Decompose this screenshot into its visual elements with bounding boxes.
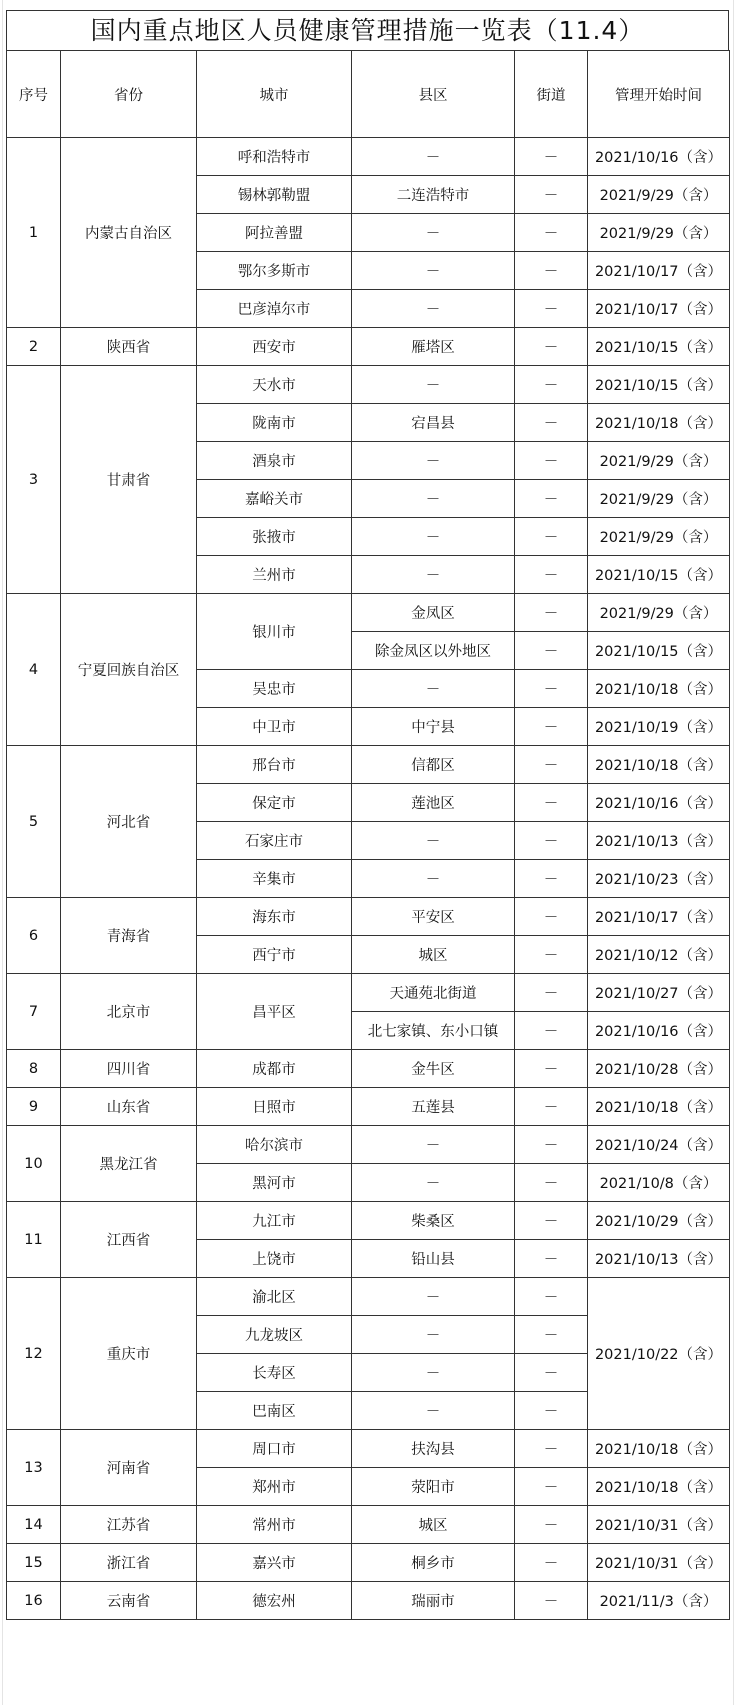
- table-row: [7, 1278, 730, 1316]
- start-date-cell: 2021/10/18（含）: [588, 746, 730, 784]
- city-cell: 吴忠市: [197, 670, 352, 708]
- province-cell: 甘肃省: [61, 366, 197, 594]
- start-date-cell: 2021/10/23（含）: [588, 860, 730, 898]
- start-date-cell: 2021/9/29（含）: [588, 176, 730, 214]
- street-cell: －: [515, 1430, 588, 1468]
- row-number: 14: [7, 1506, 61, 1544]
- start-date-cell: 2021/10/17（含）: [588, 290, 730, 328]
- district-cell: －: [352, 1164, 515, 1202]
- district-cell: 铅山县: [352, 1240, 515, 1278]
- spreadsheet: [6, 10, 729, 1620]
- city-cell: 周口市: [197, 1430, 352, 1468]
- start-date-cell: 2021/9/29（含）: [588, 480, 730, 518]
- header-start-date: 管理开始时间: [588, 51, 730, 138]
- city-cell: 酒泉市: [197, 442, 352, 480]
- province-cell: 宁夏回族自治区: [61, 594, 197, 746]
- district-cell: 桐乡市: [352, 1544, 515, 1582]
- row-number: 11: [7, 1202, 61, 1278]
- start-date-cell: 2021/10/22（含）: [588, 1278, 730, 1430]
- start-date-cell: 2021/10/13（含）: [588, 1240, 730, 1278]
- street-cell: －: [515, 936, 588, 974]
- province-cell: 山东省: [61, 1088, 197, 1126]
- start-date-cell: 2021/10/15（含）: [588, 328, 730, 366]
- city-cell: 兰州市: [197, 556, 352, 594]
- district-cell: 宕昌县: [352, 404, 515, 442]
- district-cell: 天通苑北街道: [352, 974, 515, 1012]
- start-date-cell: 2021/10/18（含）: [588, 404, 730, 442]
- street-cell: －: [515, 1012, 588, 1050]
- district-cell: －: [352, 366, 515, 404]
- street-cell: －: [515, 138, 588, 176]
- province-cell: 内蒙古自治区: [61, 138, 197, 328]
- row-number: 1: [7, 138, 61, 328]
- table-row: [7, 1430, 730, 1468]
- row-number: 10: [7, 1126, 61, 1202]
- street-cell: －: [515, 1164, 588, 1202]
- row-number: 5: [7, 746, 61, 898]
- district-cell: 金凤区: [352, 594, 515, 632]
- row-number: 4: [7, 594, 61, 746]
- header-no: 序号: [7, 51, 61, 138]
- row-number: 8: [7, 1050, 61, 1088]
- header-district: 县区: [352, 51, 515, 138]
- street-cell: －: [515, 214, 588, 252]
- province-cell: 江苏省: [61, 1506, 197, 1544]
- district-cell: 瑞丽市: [352, 1582, 515, 1620]
- city-cell: 郑州市: [197, 1468, 352, 1506]
- start-date-cell: 2021/9/29（含）: [588, 594, 730, 632]
- district-cell: －: [352, 518, 515, 556]
- city-cell: 张掖市: [197, 518, 352, 556]
- city-cell: 银川市: [197, 594, 352, 670]
- start-date-cell: 2021/10/16（含）: [588, 138, 730, 176]
- table-row: [7, 1088, 730, 1126]
- street-cell: －: [515, 860, 588, 898]
- row-number: 16: [7, 1582, 61, 1620]
- row-number: 12: [7, 1278, 61, 1430]
- district-cell: 信都区: [352, 746, 515, 784]
- start-date-cell: 2021/9/29（含）: [588, 518, 730, 556]
- start-date-cell: 2021/10/17（含）: [588, 898, 730, 936]
- city-cell: 常州市: [197, 1506, 352, 1544]
- district-cell: －: [352, 442, 515, 480]
- start-date-cell: 2021/9/29（含）: [588, 442, 730, 480]
- header-city: 城市: [197, 51, 352, 138]
- street-cell: －: [515, 480, 588, 518]
- street-cell: －: [515, 1354, 588, 1392]
- start-date-cell: 2021/10/13（含）: [588, 822, 730, 860]
- start-date-cell: 2021/10/8（含）: [588, 1164, 730, 1202]
- city-cell: 保定市: [197, 784, 352, 822]
- table-row: [7, 1582, 730, 1620]
- province-cell: 河南省: [61, 1430, 197, 1506]
- start-date-cell: 2021/10/17（含）: [588, 252, 730, 290]
- street-cell: －: [515, 708, 588, 746]
- row-number: 2: [7, 328, 61, 366]
- city-cell: 海东市: [197, 898, 352, 936]
- city-cell: 嘉兴市: [197, 1544, 352, 1582]
- city-cell: 嘉峪关市: [197, 480, 352, 518]
- start-date-cell: 2021/10/15（含）: [588, 556, 730, 594]
- table-row: [7, 1050, 730, 1088]
- row-number: 7: [7, 974, 61, 1050]
- district-cell: －: [352, 822, 515, 860]
- street-cell: －: [515, 670, 588, 708]
- district-cell: －: [352, 1392, 515, 1430]
- measures-table: [6, 50, 730, 1620]
- city-cell: 巴彦淖尔市: [197, 290, 352, 328]
- city-cell: 呼和浩特市: [197, 138, 352, 176]
- district-cell: 金牛区: [352, 1050, 515, 1088]
- city-cell: 日照市: [197, 1088, 352, 1126]
- district-cell: 北七家镇、东小口镇: [352, 1012, 515, 1050]
- street-cell: －: [515, 1126, 588, 1164]
- province-cell: 云南省: [61, 1582, 197, 1620]
- district-cell: 平安区: [352, 898, 515, 936]
- start-date-cell: 2021/10/18（含）: [588, 1088, 730, 1126]
- district-cell: －: [352, 480, 515, 518]
- table-row: [7, 974, 730, 1012]
- city-cell: 锡林郭勒盟: [197, 176, 352, 214]
- street-cell: －: [515, 1506, 588, 1544]
- district-cell: 城区: [352, 1506, 515, 1544]
- district-cell: －: [352, 1316, 515, 1354]
- street-cell: －: [515, 746, 588, 784]
- start-date-cell: 2021/10/18（含）: [588, 670, 730, 708]
- street-cell: －: [515, 518, 588, 556]
- district-cell: 二连浩特市: [352, 176, 515, 214]
- city-cell: 鄂尔多斯市: [197, 252, 352, 290]
- street-cell: －: [515, 1240, 588, 1278]
- table-row: [7, 1202, 730, 1240]
- district-cell: －: [352, 556, 515, 594]
- street-cell: －: [515, 974, 588, 1012]
- province-cell: 陕西省: [61, 328, 197, 366]
- start-date-cell: 2021/10/19（含）: [588, 708, 730, 746]
- district-cell: 扶沟县: [352, 1430, 515, 1468]
- street-cell: －: [515, 1392, 588, 1430]
- province-cell: 北京市: [61, 974, 197, 1050]
- start-date-cell: 2021/10/27（含）: [588, 974, 730, 1012]
- street-cell: －: [515, 404, 588, 442]
- street-cell: －: [515, 632, 588, 670]
- city-cell: 九龙坡区: [197, 1316, 352, 1354]
- table-row: [7, 898, 730, 936]
- street-cell: －: [515, 366, 588, 404]
- street-cell: －: [515, 1088, 588, 1126]
- street-cell: －: [515, 556, 588, 594]
- province-cell: 河北省: [61, 746, 197, 898]
- table-row: [7, 594, 730, 632]
- street-cell: －: [515, 784, 588, 822]
- street-cell: －: [515, 176, 588, 214]
- district-cell: －: [352, 290, 515, 328]
- street-cell: －: [515, 822, 588, 860]
- start-date-cell: 2021/10/15（含）: [588, 366, 730, 404]
- city-cell: 九江市: [197, 1202, 352, 1240]
- city-cell: 西宁市: [197, 936, 352, 974]
- district-cell: －: [352, 1126, 515, 1164]
- province-cell: 四川省: [61, 1050, 197, 1088]
- start-date-cell: 2021/10/31（含）: [588, 1506, 730, 1544]
- city-cell: 长寿区: [197, 1354, 352, 1392]
- start-date-cell: 2021/10/16（含）: [588, 784, 730, 822]
- row-number: 3: [7, 366, 61, 594]
- street-cell: －: [515, 1202, 588, 1240]
- start-date-cell: 2021/10/24（含）: [588, 1126, 730, 1164]
- city-cell: 上饶市: [197, 1240, 352, 1278]
- district-cell: －: [352, 1354, 515, 1392]
- start-date-cell: 2021/10/16（含）: [588, 1012, 730, 1050]
- street-cell: －: [515, 594, 588, 632]
- row-number: 9: [7, 1088, 61, 1126]
- city-cell: 西安市: [197, 328, 352, 366]
- start-date-cell: 2021/11/3（含）: [588, 1582, 730, 1620]
- street-cell: －: [515, 1050, 588, 1088]
- district-cell: 莲池区: [352, 784, 515, 822]
- start-date-cell: 2021/10/18（含）: [588, 1430, 730, 1468]
- city-cell: 阿拉善盟: [197, 214, 352, 252]
- start-date-cell: 2021/10/29（含）: [588, 1202, 730, 1240]
- district-cell: 除金凤区以外地区: [352, 632, 515, 670]
- city-cell: 德宏州: [197, 1582, 352, 1620]
- table-row: [7, 138, 730, 176]
- district-cell: －: [352, 670, 515, 708]
- city-cell: 邢台市: [197, 746, 352, 784]
- start-date-cell: 2021/10/12（含）: [588, 936, 730, 974]
- start-date-cell: 2021/10/18（含）: [588, 1468, 730, 1506]
- district-cell: 中宁县: [352, 708, 515, 746]
- table-row: [7, 328, 730, 366]
- district-cell: －: [352, 138, 515, 176]
- province-cell: 浙江省: [61, 1544, 197, 1582]
- start-date-cell: 2021/9/29（含）: [588, 214, 730, 252]
- city-cell: 石家庄市: [197, 822, 352, 860]
- district-cell: －: [352, 860, 515, 898]
- street-cell: －: [515, 442, 588, 480]
- street-cell: －: [515, 1544, 588, 1582]
- table-body: [7, 138, 730, 1620]
- province-cell: 青海省: [61, 898, 197, 974]
- city-cell: 渝北区: [197, 1278, 352, 1316]
- district-cell: 荥阳市: [352, 1468, 515, 1506]
- district-cell: 柴桑区: [352, 1202, 515, 1240]
- street-cell: －: [515, 1582, 588, 1620]
- city-cell: 昌平区: [197, 974, 352, 1050]
- header-street: 街道: [515, 51, 588, 138]
- street-cell: －: [515, 1316, 588, 1354]
- district-cell: －: [352, 214, 515, 252]
- street-cell: －: [515, 1468, 588, 1506]
- header-province: 省份: [61, 51, 197, 138]
- row-number: 6: [7, 898, 61, 974]
- city-cell: 天水市: [197, 366, 352, 404]
- city-cell: 中卫市: [197, 708, 352, 746]
- city-cell: 巴南区: [197, 1392, 352, 1430]
- city-cell: 成都市: [197, 1050, 352, 1088]
- province-cell: 江西省: [61, 1202, 197, 1278]
- province-cell: 黑龙江省: [61, 1126, 197, 1202]
- street-cell: －: [515, 328, 588, 366]
- header-row: [7, 51, 730, 138]
- row-number: 13: [7, 1430, 61, 1506]
- table-row: [7, 1126, 730, 1164]
- table-row: [7, 366, 730, 404]
- street-cell: －: [515, 252, 588, 290]
- street-cell: －: [515, 898, 588, 936]
- city-cell: 哈尔滨市: [197, 1126, 352, 1164]
- table-row: [7, 1544, 730, 1582]
- page-title: 国内重点地区人员健康管理措施一览表（11.4）: [6, 10, 729, 50]
- district-cell: 城区: [352, 936, 515, 974]
- row-number: 15: [7, 1544, 61, 1582]
- district-cell: －: [352, 252, 515, 290]
- city-cell: 黑河市: [197, 1164, 352, 1202]
- table-row: [7, 1506, 730, 1544]
- province-cell: 重庆市: [61, 1278, 197, 1430]
- street-cell: －: [515, 1278, 588, 1316]
- district-cell: 雁塔区: [352, 328, 515, 366]
- street-cell: －: [515, 290, 588, 328]
- start-date-cell: 2021/10/31（含）: [588, 1544, 730, 1582]
- district-cell: 五莲县: [352, 1088, 515, 1126]
- start-date-cell: 2021/10/28（含）: [588, 1050, 730, 1088]
- table-row: [7, 746, 730, 784]
- city-cell: 陇南市: [197, 404, 352, 442]
- city-cell: 辛集市: [197, 860, 352, 898]
- start-date-cell: 2021/10/15（含）: [588, 632, 730, 670]
- district-cell: －: [352, 1278, 515, 1316]
